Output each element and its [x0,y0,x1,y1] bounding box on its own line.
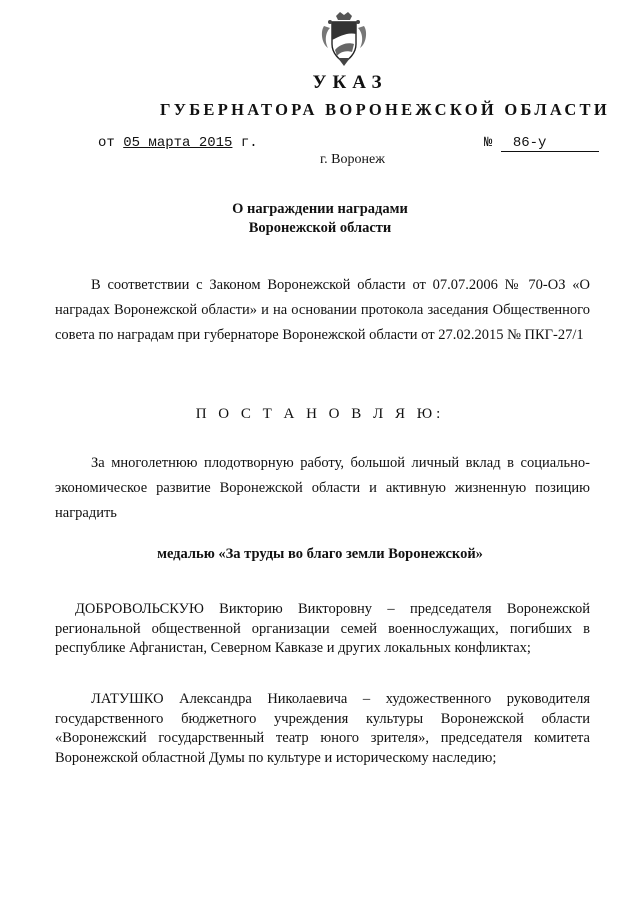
subject-line-1: О награждении наградами [232,201,408,217]
decree-paragraph [55,451,590,526]
preamble-text: В соответствии с Законом Воронежской области от 07.07.2006 № 70-ОЗ «О наградах Воронежской области» и на основании протокола заседания Общественного совета по наградам при губернаторе Воронежской области от 27.02.2015 № ПКГ-27/1 [55,277,590,343]
awardee-item [55,690,590,768]
number-value: 86-у [501,135,599,152]
number-prefix: № [484,135,493,151]
document-title: УКАЗ [312,72,388,93]
preamble-paragraph [55,273,590,348]
document-city: г. Воронеж [320,152,385,167]
awardee-description: – художественного руководителя государственного бюджетного учреждения культуры Воронежской области «Воронежский государственный театр юного зрителя», председателя комитета Воронежской областной Думы по культуре и историческому наследию; [55,691,591,766]
awardee-name: ДОБРОВОЛЬСКУЮ Викторию Викторовну [75,601,373,617]
awardee-name: ЛАТУШКО Александра Николаевича [91,691,348,707]
document-number [484,135,599,152]
date-prefix: от [98,135,115,151]
subject-line-2: Воронежской области [248,220,392,236]
coat-of-arms-icon [318,10,370,68]
document-subtitle: ГУБЕРНАТОРА ВОРОНЕЖСКОЙ ОБЛАСТИ [160,100,610,119]
medal-title: медалью «За труды во благо земли Воронежской» [157,546,483,562]
awardee-item [55,600,590,659]
decree-heading: П О С Т А Н О В Л Я Ю: [195,406,445,422]
document-subject [0,200,640,238]
document-date [98,135,258,151]
date-value: 05 марта 2015 [123,135,233,151]
date-suffix: г. [240,135,258,151]
awardee-description: – председателя Воронежской региональной общественной организации семей военнослужащих, погибших в республике Афганистан, Северном Кавказе и других локальных конфликтах; [55,601,591,657]
decree-text: За многолетнюю плодотворную работу, большой личный вклад в социально-экономическое развитие Воронежской области и активную жизненную позицию наградить [55,455,590,521]
